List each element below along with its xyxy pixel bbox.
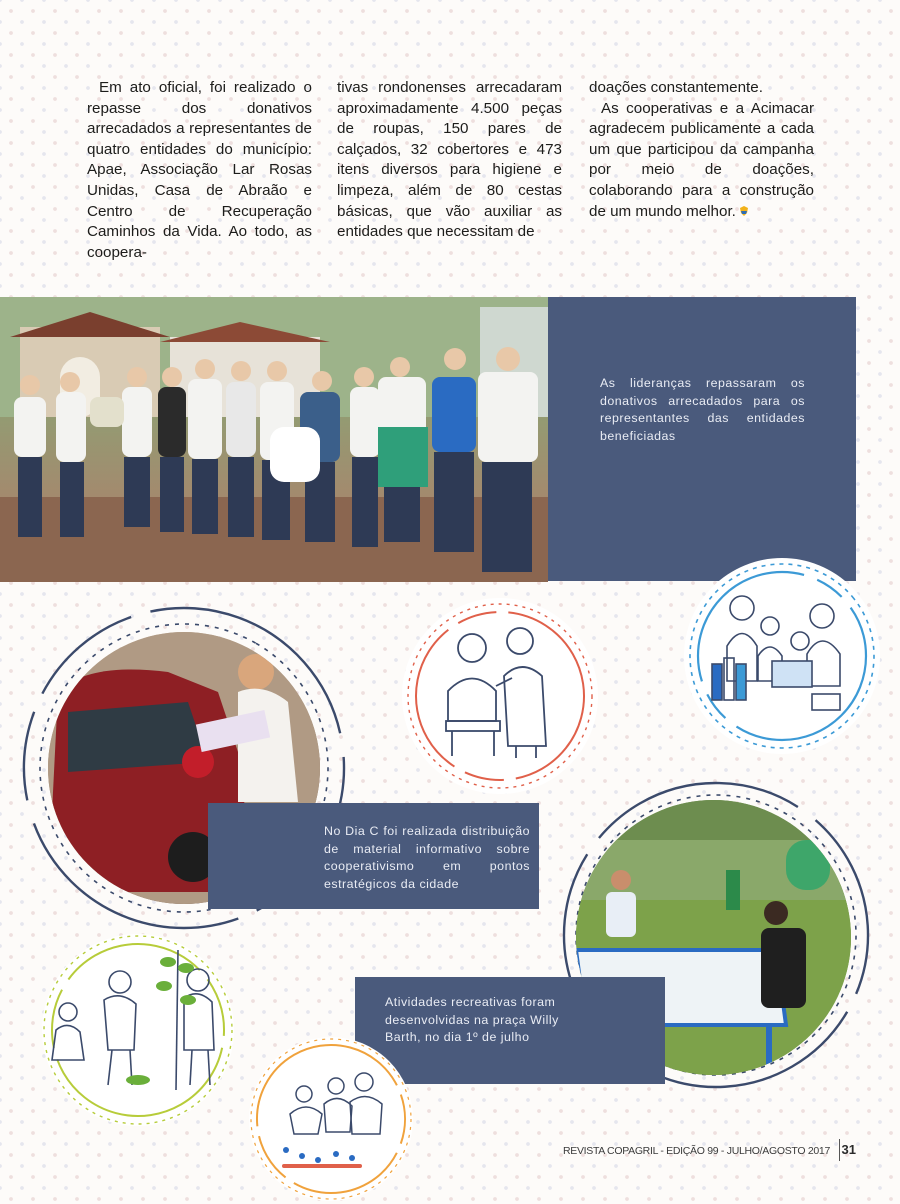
article-col3-para2	[589, 99, 814, 223]
footer-magazine-info	[563, 1145, 830, 1157]
dia-c-caption: No Dia C foi realizada distribuição de material informativo sobre cooperativismo em pontos estratégicos da cidade	[324, 824, 530, 891]
footer-divider	[839, 1139, 840, 1161]
article-column-3	[589, 78, 814, 222]
article-col3-para2-text: As cooperativas e a Acimacar agradecem publicamente a cada um que participou da campanha por meio de doações, colaborando para a construção de um mundo melhor.	[589, 99, 814, 220]
article-column-1	[87, 78, 312, 263]
article-column-2	[337, 78, 562, 243]
dia-c-caption-box	[208, 803, 539, 909]
shield-end-icon	[738, 205, 750, 217]
article-col3-para1: doações constantemente.	[589, 79, 763, 96]
gardening-illustration	[246, 1034, 416, 1204]
tree-planting-illustration	[28, 920, 248, 1140]
doctor-patient-illustration	[400, 596, 600, 796]
article-col1-text: Em ato oficial, foi realizado o repasse dos donativos arrecadados a representantes de quatro entidades do município: Apae, Associação Lar Rosas Unidas, Casa de Abraão e Centro de Recuperação Caminhos da Vida. Ao todo, as coopera-	[87, 79, 312, 261]
group-photo-caption: As lideranças repassaram os donativos arrecadados para os representantes das entidades beneficiadas	[600, 376, 805, 443]
group-photo-caption-box	[548, 297, 856, 581]
group-photo	[0, 297, 548, 582]
family-reading-illustration	[672, 546, 892, 766]
group-photo-illustration	[0, 297, 548, 582]
article-col2-text: tivas rondonenses arrecadaram aproximadamente 4.500 peças de roupas, 150 pares de calçados, 32 cobertores e 473 itens diversos para higiene e limpeza, além de 80 cestas básicas, que vão auxiliar as entidades que necessitam de	[337, 79, 562, 241]
page-number: 31	[841, 1142, 856, 1157]
recreation-caption: Atividades recreativas foram desenvolvidas na praça Willy Barth, no dia 1º de julho	[385, 995, 559, 1045]
footer-magazine-text: REVISTA COPAGRIL - EDIÇÃO 99 - JULHO/AGOSTO 2017	[562, 1145, 830, 1157]
